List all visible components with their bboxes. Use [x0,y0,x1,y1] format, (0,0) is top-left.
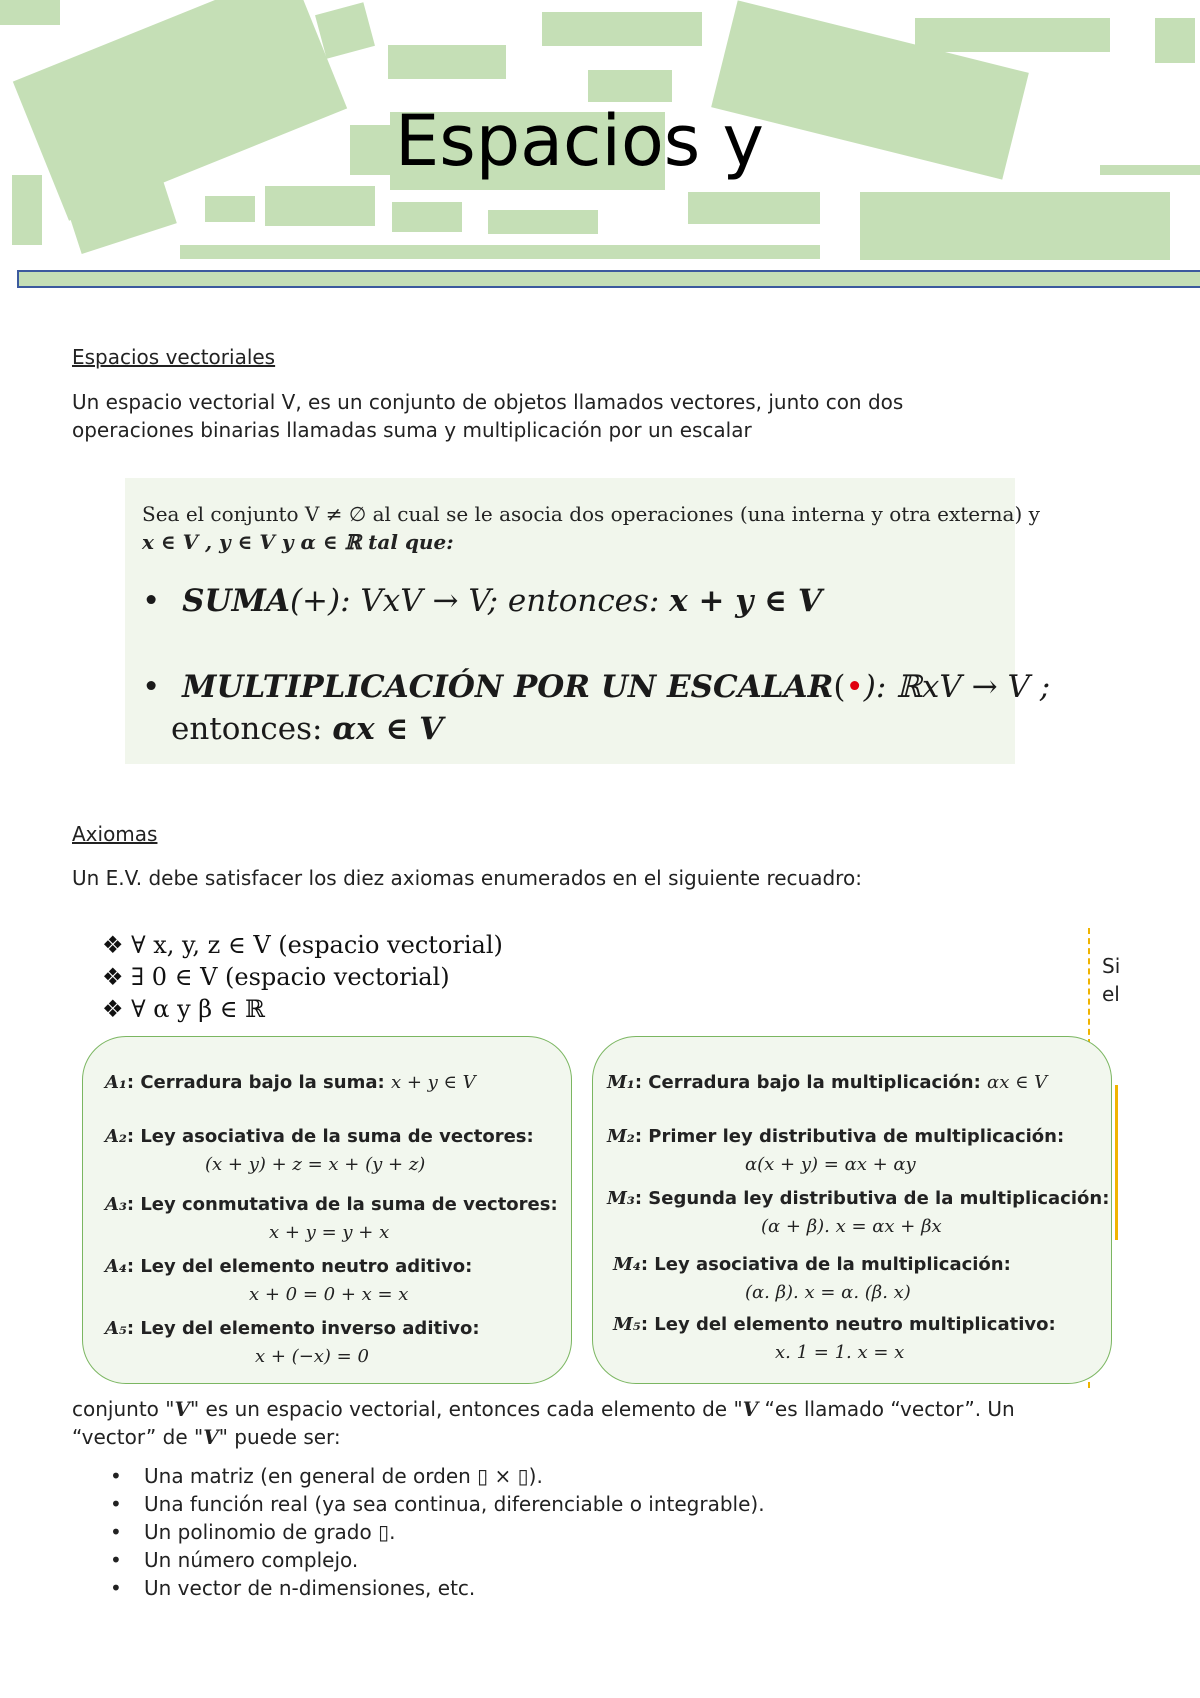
axiom-m3: M₃: Segunda ley distributiva de la multiplicación: [607,1188,1110,1209]
cut-text-si: Si [1102,954,1121,978]
axiom-a1: A₁: Cerradura bajo la suma: x + y ∈ V [105,1072,476,1093]
cut-text-el: el [1102,982,1120,1006]
red-dot-icon: • [845,669,864,705]
figure-edge-bar [1115,1085,1118,1240]
section-heading-axiomas: Axiomas [72,822,158,846]
mult-axioms-panel [592,1036,1112,1384]
suma-mapping: (+): VxV → V; entonces: [289,583,670,619]
axiom-a5-equation: x + (−x) = 0 [255,1346,369,1367]
section-heading-vectoriales: Espacios vectoriales [72,345,276,369]
multiplicacion-label: MULTIPLICACIÓN POR UN ESCALAR [182,669,834,705]
suma-result: x + y ∈ V [669,583,822,619]
suma-operation [142,580,822,622]
definition-paragraph-line-1: Un espacio vectorial V, es un conjunto de objetos llamados vectores, junto con dos [72,390,904,414]
bullet-dot: • [142,669,161,705]
axiom-m1: M₁: Cerradura bajo la multiplicación: αx ∈ V [607,1072,1048,1093]
axiom-a3: A₃: Ley conmutativa de la suma de vectores: [105,1194,558,1215]
axiom-m2: M₂: Primer ley distributiva de multiplicación: [607,1126,1065,1147]
vector-types-list [72,1462,765,1602]
list-item: • Un número complejo. [72,1546,765,1574]
axiom-a3-equation: x + y = y + x [269,1222,390,1243]
vector-paragraph-line-1: conjunto "V" es un espacio vectorial, entonces cada elemento de "V “es llamado “vector”. Un [72,1397,1015,1421]
list-item: • Un polinomio de grado ▯. [72,1518,765,1546]
axiom-m5-equation: x. 1 = 1. x = x [775,1342,905,1363]
list-item: • Una función real (ya sea continua, diferenciable o integrable). [72,1490,765,1518]
axiom-m4-equation: (α. β). x = α. (β. x) [745,1282,911,1303]
axiom-a2-equation: (x + y) + z = x + (y + z) [205,1154,426,1175]
list-item: • Un vector de n-dimensiones, etc. [72,1574,765,1602]
bullet-dot: • [142,583,161,619]
page-title: Espacios y [395,100,764,182]
multiplicacion-result: αx ∈ V [332,711,444,747]
entonces-text: entonces: [171,711,333,747]
multiplicacion-result-line [171,708,443,750]
axiom-a4-equation: x + 0 = 0 + x = x [249,1284,409,1305]
quantifier-scalars: ❖ ∀ α y β ∈ ℝ [102,995,266,1023]
multiplicacion-operation [142,666,1050,708]
header-rule [17,270,1200,288]
suma-label: SUMA [182,583,290,619]
axiom-a2: A₂: Ley asociativa de la suma de vectores: [105,1126,534,1147]
suma-axioms-panel [82,1036,572,1384]
list-item: • Una matriz (en general de orden ▯ × ▯). [72,1462,765,1490]
axiom-m4: M₄: Ley asociativa de la multiplicación: [613,1254,1011,1275]
axiom-m3-equation: (α + β). x = αx + βx [761,1216,942,1237]
definition-figure [125,478,1051,764]
definition-figure-line-1: Sea el conjunto V ≠ ∅ al cual se le asocia dos operaciones (una interna y otra externa) y [142,502,1040,526]
quantifier-zero: ❖ ∃ 0 ∈ V (espacio vectorial) [102,963,450,991]
axiom-m2-equation: α(x + y) = αx + αy [745,1154,916,1175]
vector-paragraph-line-2: “vector” de "V" puede ser: [72,1425,341,1449]
axiom-m5: M₅: Ley del elemento neutro multiplicativo: [613,1314,1056,1335]
definition-figure-line-2: x ∈ V , y ∈ V y α ∈ ℝ tal que: [142,530,454,554]
definition-paragraph-line-2: operaciones binarias llamadas suma y multiplicación por un escalar [72,418,752,442]
quantifier-xyz: ❖ ∀ x, y, z ∈ V (espacio vectorial) [102,931,503,959]
axiomas-intro: Un E.V. debe satisfacer los diez axiomas enumerados en el siguiente recuadro: [72,866,862,890]
multiplicacion-mapping: ): ℝxV → V ; [863,669,1051,705]
paren-open: ( [833,669,846,705]
axiom-a5: A₅: Ley del elemento inverso aditivo: [105,1318,480,1339]
axiom-a4: A₄: Ley del elemento neutro aditivo: [105,1256,473,1277]
